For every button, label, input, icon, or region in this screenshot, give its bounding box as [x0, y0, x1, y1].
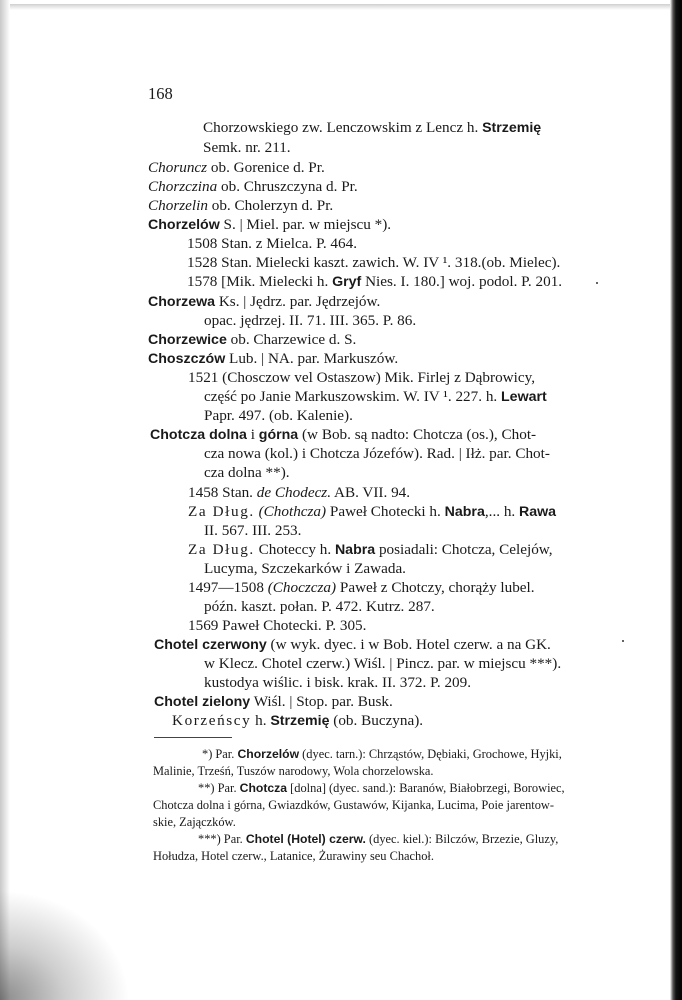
entry-line — [148, 196, 333, 215]
entry-line — [203, 118, 541, 138]
entry-line — [148, 215, 391, 235]
footnote-divider — [154, 737, 232, 738]
scan-speck — [596, 282, 598, 284]
bold-term: Lewart — [501, 389, 547, 405]
spaced-term: Za Dług. — [188, 503, 255, 520]
entry-line — [204, 559, 406, 578]
entry-line — [188, 578, 535, 597]
text-run: cza dolna **). — [204, 464, 290, 481]
italic-term: de Chodecz. — [256, 484, 332, 501]
text-run: 1497—1508 — [188, 579, 268, 596]
text-run: Lub. | NA. par. Markuszów. — [225, 350, 399, 367]
footnote-line — [153, 814, 236, 830]
text-run: 1528 Stan. Mielecki kaszt. zawich. W. IV ¹. 318.(ob. Mielec). — [187, 254, 561, 271]
footnote-line — [202, 746, 562, 762]
bold-term: Chorzewa — [148, 294, 216, 310]
entry-line — [148, 292, 380, 312]
bold-term: Choszczów — [148, 351, 226, 367]
text-run: *) Par. — [202, 747, 238, 761]
spaced-term: Korzeńscy — [172, 712, 252, 729]
text-run: 1521 (Chosczow vel Ostaszow) Mik. Firlej z Dąbrowicy, — [188, 369, 535, 386]
italic-term: Chorzelin — [148, 197, 208, 214]
text-run: 1578 [Mik. Mielecki h. — [187, 273, 333, 290]
text-run: cza nowa (kol.) i Chotcza Józefów). Rad. | Iłż. par. Chot- — [204, 445, 550, 462]
text-run: Semk. nr. 211. — [203, 139, 291, 156]
bold-term: Strzemię — [482, 120, 542, 136]
italic-term: Choruncz — [148, 159, 208, 176]
entry-line — [204, 387, 547, 407]
entry-line — [188, 368, 535, 387]
bold-term: Nabra — [444, 504, 485, 520]
footnote-line — [198, 780, 565, 796]
entry-line — [172, 711, 423, 731]
text-run: ob. Cholerzyn d. Pr. — [207, 197, 334, 214]
text-run: 1569 Paweł Chotecki. P. 305. — [188, 617, 367, 634]
entry-line — [150, 425, 536, 445]
text-run: II. 567. III. 253. — [204, 522, 302, 539]
top-edge — [0, 0, 682, 14]
text-run: AB. VII. 94. — [331, 484, 411, 501]
text-run: w Klecz. Chotel czerw.) Wiśl. | Pincz. par. w miejscu ***). — [204, 655, 562, 672]
entry-line — [148, 158, 325, 177]
footnote-line — [153, 848, 434, 864]
text-run: (w wyk. dyec. i w Bob. Hotel czerw. a na GK. — [266, 636, 551, 653]
text-run: Wiśl. | Stop. par. Busk. — [250, 693, 393, 710]
text-run: Hołudza, Hotel czerw., Latanice, Żurawiny seu Chachoł. — [153, 849, 434, 863]
text-run: opac. jędrzej. II. 71. III. 365. P. 86. — [204, 312, 417, 329]
entry-line — [187, 234, 357, 253]
italic-term: (Chothcza) — [258, 503, 327, 520]
spaced-term: Za Dług. — [188, 541, 255, 558]
text-run: Ks. | Jędrz. par. Jędrzejów. — [215, 293, 381, 310]
entry-line — [203, 138, 291, 157]
bold-term: Chorzelów — [148, 217, 220, 233]
bold-term: Gryf — [332, 274, 362, 290]
italic-term: Chorzczina — [148, 178, 218, 195]
text-run: część po Janie Markuszowskim. W. IV ¹. 227. h. — [204, 388, 502, 405]
bold-term: górna — [258, 427, 299, 443]
text-run: h. — [251, 712, 271, 729]
entry-line — [148, 177, 358, 196]
text-run: (ob. Buczyna). — [329, 712, 424, 729]
entry-line — [204, 463, 290, 482]
text-run: skie, Zajączków. — [153, 815, 236, 829]
entry-line — [204, 654, 561, 673]
text-run: Chorzowskiego zw. Lenczowskim z Lencz h. — [203, 119, 483, 136]
right-scan-edge — [670, 0, 682, 1000]
entry-line — [204, 311, 416, 330]
entry-line — [148, 330, 356, 350]
text-run: Nies. I. 180.] woj. podol. P. 201. — [361, 273, 563, 290]
text-run: S. | Miel. par. w miejscu *). — [219, 216, 392, 233]
text-run: **) Par. — [198, 781, 240, 795]
text-run: 1458 Stan. — [188, 484, 257, 501]
text-run: Choteccy h. — [254, 541, 335, 558]
footnote-line — [198, 831, 558, 847]
entry-line — [148, 349, 398, 369]
entry-line — [154, 635, 551, 655]
entry-line — [204, 444, 550, 463]
entry-line — [204, 597, 435, 616]
entry-line — [204, 406, 353, 425]
entry-line — [188, 540, 553, 560]
scan-smudge — [0, 890, 130, 1000]
scan-speck — [622, 640, 624, 642]
text-run: ***) Par. — [198, 832, 246, 846]
text-run: Malinie, Trześń, Tuszów narodowy, Wola chorzelowska. — [153, 764, 434, 778]
text-run: późn. kaszt. połan. P. 472. Kutrz. 287. — [204, 598, 435, 615]
text-run: 1508 Stan. z Mielca. P. 464. — [187, 235, 357, 252]
text-run: Paweł z Chotczy, chorąży lubel. — [336, 579, 535, 596]
italic-term: (Choczcza) — [267, 579, 337, 596]
text-run: ob. Gorenice d. Pr. — [207, 159, 325, 176]
text-run: ,... h. — [484, 503, 520, 520]
text-run: Paweł Chotecki h. — [326, 503, 445, 520]
text-run: [dolna] (dyec. sand.): Baranów, Białobrzegi, Borowiec, — [287, 781, 565, 795]
page-number: 168 — [148, 84, 173, 103]
bold-term: Chotcza dolna — [150, 427, 247, 443]
text-run: (w Bob. są nadto: Chotcza (os.), Chot- — [298, 426, 537, 443]
footnote-line — [153, 763, 434, 779]
entry-line — [154, 692, 393, 712]
left-page-shadow — [0, 0, 10, 1000]
bold-term: Chotel zielony — [154, 694, 251, 710]
text-run: Chotcza dolna i górna, Gwiazdków, Gustawów, Kijanka, Lucima, Poie jarentow- — [153, 798, 554, 812]
footnote-line — [153, 797, 554, 813]
text-run: Papr. 497. (ob. Kalenie). — [204, 407, 353, 424]
entry-line — [188, 502, 556, 522]
bold-term: Nabra — [334, 542, 376, 558]
text-run: ob. Chruszczyna d. Pr. — [217, 178, 358, 195]
text-run: (dyec. tarn.): Chrząstów, Dębiaki, Grochowe, Hyjki, — [299, 747, 562, 761]
entry-line — [204, 521, 301, 540]
bold-term: Chotcza — [239, 781, 288, 795]
entry-line — [188, 483, 410, 502]
bold-term: Chorzelów — [237, 747, 300, 761]
bold-term: Chorzewice — [148, 332, 227, 348]
bold-term: Chotel czerwony — [154, 637, 267, 653]
bold-term: Chotel (Hotel) czerw. — [245, 832, 366, 846]
text-run: Lucyma, Szczekarków i Zawada. — [204, 560, 406, 577]
entry-line — [187, 253, 560, 272]
entry-line — [204, 673, 471, 692]
entry-line — [187, 272, 562, 292]
text-run: i — [246, 426, 259, 443]
text-run: posiadali: Chotcza, Celejów, — [375, 541, 553, 558]
text-run: (dyec. kiel.): Bilczów, Brzezie, Gluzy, — [365, 832, 559, 846]
entry-line — [188, 616, 366, 635]
bold-term: Rawa — [519, 504, 557, 520]
bold-term: Strzemię — [270, 713, 330, 729]
text-run: kustodya wiślic. i bisk. krak. II. 372. P. 209. — [204, 674, 472, 691]
text-run: ob. Charzewice d. S. — [226, 331, 357, 348]
